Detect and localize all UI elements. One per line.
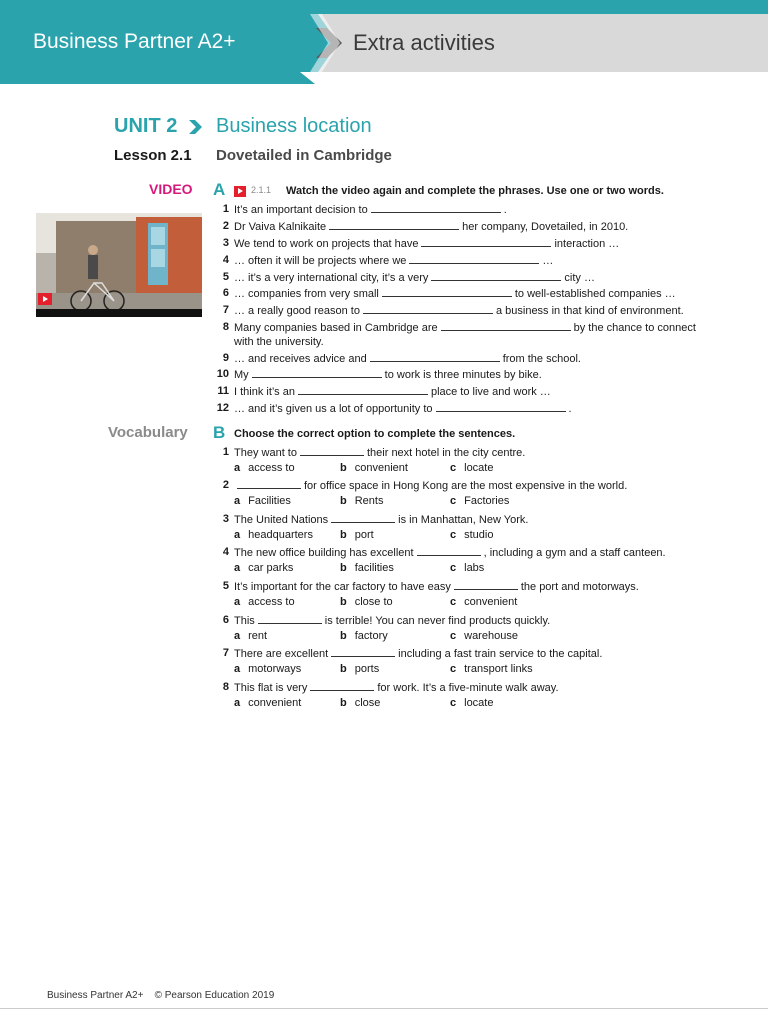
item-text-before: Many companies based in Cambridge are: [234, 322, 438, 334]
item-text-after: is in Manhattan, New York.: [398, 514, 529, 526]
option-letter: b: [340, 630, 347, 642]
item-text-after: .: [503, 204, 507, 216]
vocab-item-4: [211, 545, 701, 560]
vocab-item-2: [211, 478, 701, 493]
answer-blank[interactable]: [370, 351, 500, 362]
option-text: facilities: [354, 562, 394, 574]
item-text-after: including a fast train service to the capital.: [398, 648, 603, 660]
answer-blank[interactable]: [431, 270, 561, 281]
option-letter: a: [234, 529, 241, 541]
answer-blank[interactable]: [310, 680, 374, 691]
vocab-item-1: [211, 445, 701, 460]
option-b[interactable]: [340, 697, 380, 709]
option-a[interactable]: [234, 462, 295, 474]
item-number: 12: [216, 402, 229, 414]
vocab-item-5: [211, 579, 701, 594]
book-title: Business Partner A2+: [33, 30, 236, 53]
item-text-before: My: [234, 369, 249, 381]
item-text-after: interaction …: [554, 238, 620, 250]
item-text-after: city …: [564, 272, 595, 284]
exercise-b-instruction: Choose the correct option to complete the sentences.: [234, 428, 516, 440]
item-text-before: They want to: [234, 447, 297, 459]
item-number: 4: [222, 546, 229, 558]
item-number: 9: [222, 352, 229, 364]
item-text-after: place to live and work …: [430, 386, 551, 398]
option-text: locate: [464, 462, 494, 474]
option-letter: b: [340, 562, 347, 574]
video-item-12: [211, 401, 701, 416]
option-letter: a: [234, 495, 241, 507]
option-letter: a: [234, 630, 241, 642]
answer-blank[interactable]: [300, 445, 364, 456]
vocab-item-3: [211, 512, 701, 527]
unit-name: Business location: [216, 115, 372, 137]
item-text: [234, 367, 699, 382]
option-letter: a: [234, 562, 241, 574]
item-number: 4: [222, 254, 229, 266]
option-letter: b: [340, 495, 347, 507]
unit-label: UNIT 2: [114, 115, 178, 137]
item-text: [234, 512, 699, 527]
item-text: [234, 270, 699, 285]
vocabulary-section-label: Vocabulary: [108, 424, 188, 441]
vocab-item-7: [211, 646, 701, 661]
item-text-after: the port and motorways.: [520, 581, 639, 593]
option-text: locate: [464, 697, 494, 709]
answer-blank[interactable]: [421, 236, 551, 247]
option-b[interactable]: [340, 663, 379, 675]
answer-blank[interactable]: [436, 401, 566, 412]
option-text: rent: [248, 630, 268, 642]
vocab-item-8: [211, 680, 701, 695]
answer-blank[interactable]: [329, 219, 459, 230]
option-c[interactable]: [450, 596, 517, 608]
option-letter: b: [340, 663, 347, 675]
section-title: Extra activities: [353, 30, 495, 55]
option-text: Facilities: [248, 495, 291, 507]
answer-blank[interactable]: [454, 579, 518, 590]
item-text-after: …: [542, 255, 554, 267]
item-text-after: .: [568, 403, 572, 415]
item-number: 11: [217, 385, 229, 397]
video-still-image: [36, 213, 202, 317]
option-text: access to: [248, 596, 295, 608]
item-text-after: for work. It’s a five-minute walk away.: [377, 682, 559, 694]
play-icon[interactable]: [234, 186, 246, 197]
option-text: access to: [248, 462, 295, 474]
item-number: 1: [222, 203, 229, 215]
answer-blank[interactable]: [409, 253, 539, 264]
option-letter: a: [234, 462, 241, 474]
option-c[interactable]: [450, 697, 493, 709]
item-text-before: We tend to work on projects that have: [234, 238, 419, 250]
item-number: 6: [222, 287, 229, 299]
option-c[interactable]: [450, 462, 493, 474]
item-number: 10: [216, 368, 229, 380]
option-text: factory: [354, 630, 388, 642]
item-number: 1: [222, 446, 229, 458]
option-letter: c: [450, 663, 457, 675]
item-text-before: … often it will be projects where we: [234, 255, 407, 267]
item-text: [234, 320, 699, 349]
item-number: 2: [222, 220, 229, 232]
option-letter: a: [234, 697, 241, 709]
item-text-after: to well-established companies …: [514, 288, 676, 300]
option-b[interactable]: [340, 495, 383, 507]
answer-blank[interactable]: [441, 320, 571, 331]
option-letter: c: [450, 630, 457, 642]
lesson-number: Lesson 2.1: [114, 147, 192, 164]
item-number: 3: [222, 513, 229, 525]
item-text-after: a business in that kind of environment.: [495, 305, 684, 317]
page-footer: [47, 990, 274, 1001]
answer-blank[interactable]: [298, 384, 428, 395]
item-text: [234, 478, 699, 493]
option-c[interactable]: [450, 663, 533, 675]
item-text-after: , including a gym and a staff canteen.: [483, 547, 666, 559]
option-letter: a: [234, 596, 241, 608]
option-letter: c: [450, 529, 457, 541]
item-text-after: from the school.: [502, 353, 581, 365]
option-c[interactable]: [450, 495, 509, 507]
item-text: [234, 236, 699, 251]
item-text: [234, 351, 699, 366]
answer-blank[interactable]: [417, 545, 481, 556]
option-text: studio: [464, 529, 494, 541]
video-item-9: [211, 351, 701, 366]
option-text: Rents: [354, 495, 384, 507]
lesson-title: Dovetailed in Cambridge: [216, 147, 392, 164]
answer-blank[interactable]: [258, 613, 322, 624]
item-text-before: This: [234, 615, 255, 627]
option-text: transport links: [464, 663, 533, 675]
option-a[interactable]: [234, 697, 301, 709]
video-item-2: [211, 219, 701, 234]
video-item-5: [211, 270, 701, 285]
item-text: [234, 579, 699, 594]
option-text: convenient: [248, 697, 302, 709]
footer-copyright: © Pearson Education 2019: [154, 990, 275, 1001]
option-letter: b: [340, 462, 347, 474]
option-a[interactable]: [234, 529, 313, 541]
video-item-8: [211, 320, 701, 349]
option-text: close to: [354, 596, 393, 608]
item-text-before: It’s important for the car factory to have easy: [234, 581, 451, 593]
video-item-4: [211, 253, 701, 268]
exercise-b-letter: B: [213, 423, 226, 442]
item-text-before: … and it’s given us a lot of opportunity to: [234, 403, 433, 415]
item-text: [234, 401, 699, 416]
exercise-a-instruction: Watch the video again and complete the phrases. Use one or two words.: [286, 185, 664, 197]
item-text-before: … companies from very small: [234, 288, 379, 300]
option-text: ports: [354, 663, 380, 675]
option-letter: b: [340, 697, 347, 709]
option-text: port: [354, 529, 374, 541]
option-text: warehouse: [464, 630, 518, 642]
item-text-after: their next hotel in the city centre.: [366, 447, 526, 459]
item-text: [234, 303, 699, 318]
item-number: 5: [222, 580, 229, 592]
item-text: [234, 219, 699, 234]
option-c[interactable]: [450, 562, 484, 574]
item-number: 3: [222, 237, 229, 249]
item-text-after: to work is three minutes by bike.: [384, 369, 542, 381]
item-text: [234, 253, 699, 268]
answer-blank[interactable]: [382, 286, 512, 297]
option-letter: a: [234, 663, 241, 675]
item-text-before: I think it’s an: [234, 386, 295, 398]
option-letter: c: [450, 495, 457, 507]
option-a[interactable]: [234, 562, 293, 574]
item-number: 5: [222, 271, 229, 283]
answer-blank[interactable]: [331, 512, 395, 523]
item-text-before: The United Nations: [234, 514, 329, 526]
item-text-after: by the chance to connect with the university.: [234, 322, 696, 348]
item-text-before: Dr Vaiva Kalnikaite: [234, 221, 327, 233]
item-text-before: There are excellent: [234, 648, 329, 660]
option-text: labs: [464, 562, 485, 574]
footer-book-title: Business Partner A2+: [47, 990, 144, 1001]
item-text-before: The new office building has excellent: [234, 547, 414, 559]
option-b[interactable]: [340, 630, 388, 642]
video-item-6: [211, 286, 701, 301]
item-text-before: It’s an important decision to: [234, 204, 368, 216]
item-text: [234, 445, 699, 460]
item-text-after: her company, Dovetailed, in 2010.: [462, 221, 629, 233]
answer-blank[interactable]: [363, 303, 493, 314]
option-text: close: [354, 697, 381, 709]
option-b[interactable]: [340, 462, 408, 474]
item-text-before: … a really good reason to: [234, 305, 360, 317]
item-text: [234, 680, 699, 695]
item-text: [234, 202, 699, 217]
option-text: headquarters: [248, 529, 313, 541]
answer-blank[interactable]: [371, 202, 501, 213]
answer-blank[interactable]: [331, 646, 395, 657]
option-b[interactable]: [340, 562, 394, 574]
video-item-3: [211, 236, 701, 251]
footer-divider: [0, 1008, 768, 1009]
option-a[interactable]: [234, 596, 295, 608]
video-item-11: [211, 384, 701, 399]
answer-blank[interactable]: [237, 478, 301, 489]
option-letter: b: [340, 596, 347, 608]
option-letter: c: [450, 562, 457, 574]
item-text-before: This flat is very: [234, 682, 308, 694]
option-b[interactable]: [340, 596, 393, 608]
item-number: 7: [222, 647, 229, 659]
item-text: [234, 613, 699, 628]
exercise-a-letter: A: [213, 180, 226, 199]
option-text: Factories: [464, 495, 510, 507]
option-letter: c: [450, 596, 457, 608]
option-b[interactable]: [340, 529, 374, 541]
item-number: 7: [222, 304, 229, 316]
option-text: motorways: [248, 663, 302, 675]
option-letter: b: [340, 529, 347, 541]
option-c[interactable]: [450, 529, 493, 541]
item-text: [234, 545, 699, 560]
option-letter: c: [450, 462, 457, 474]
item-text-after: is terrible! You can never find products quickly.: [324, 615, 551, 627]
option-text: convenient: [354, 462, 408, 474]
item-number: 8: [222, 681, 229, 693]
video-thumbnail[interactable]: [36, 213, 202, 317]
video-item-1: [211, 202, 701, 217]
item-text-before: … it’s a very international city, it’s a very: [234, 272, 429, 284]
item-text: [234, 646, 699, 661]
option-a[interactable]: [234, 630, 267, 642]
option-text: car parks: [248, 562, 294, 574]
option-a[interactable]: [234, 495, 291, 507]
item-number: 6: [222, 614, 229, 626]
item-text: [234, 384, 699, 399]
video-item-7: [211, 303, 701, 318]
chevron-right-icon: [187, 119, 203, 135]
option-letter: c: [450, 697, 457, 709]
option-a[interactable]: [234, 663, 301, 675]
answer-blank[interactable]: [252, 367, 382, 378]
item-number: 2: [222, 479, 229, 491]
item-text: [234, 286, 699, 301]
option-c[interactable]: [450, 630, 518, 642]
video-item-10: [211, 367, 701, 382]
item-text-after: for office space in Hong Kong are the most expensive in the world.: [304, 480, 628, 492]
item-number: 8: [222, 321, 229, 333]
video-clip-number: 2.1.1: [251, 185, 272, 195]
vocab-item-6: [211, 613, 701, 628]
page-header: [0, 0, 768, 87]
item-text-before: … and receives advice and: [234, 353, 367, 365]
video-section-label: VIDEO: [149, 181, 193, 197]
option-text: convenient: [464, 596, 518, 608]
